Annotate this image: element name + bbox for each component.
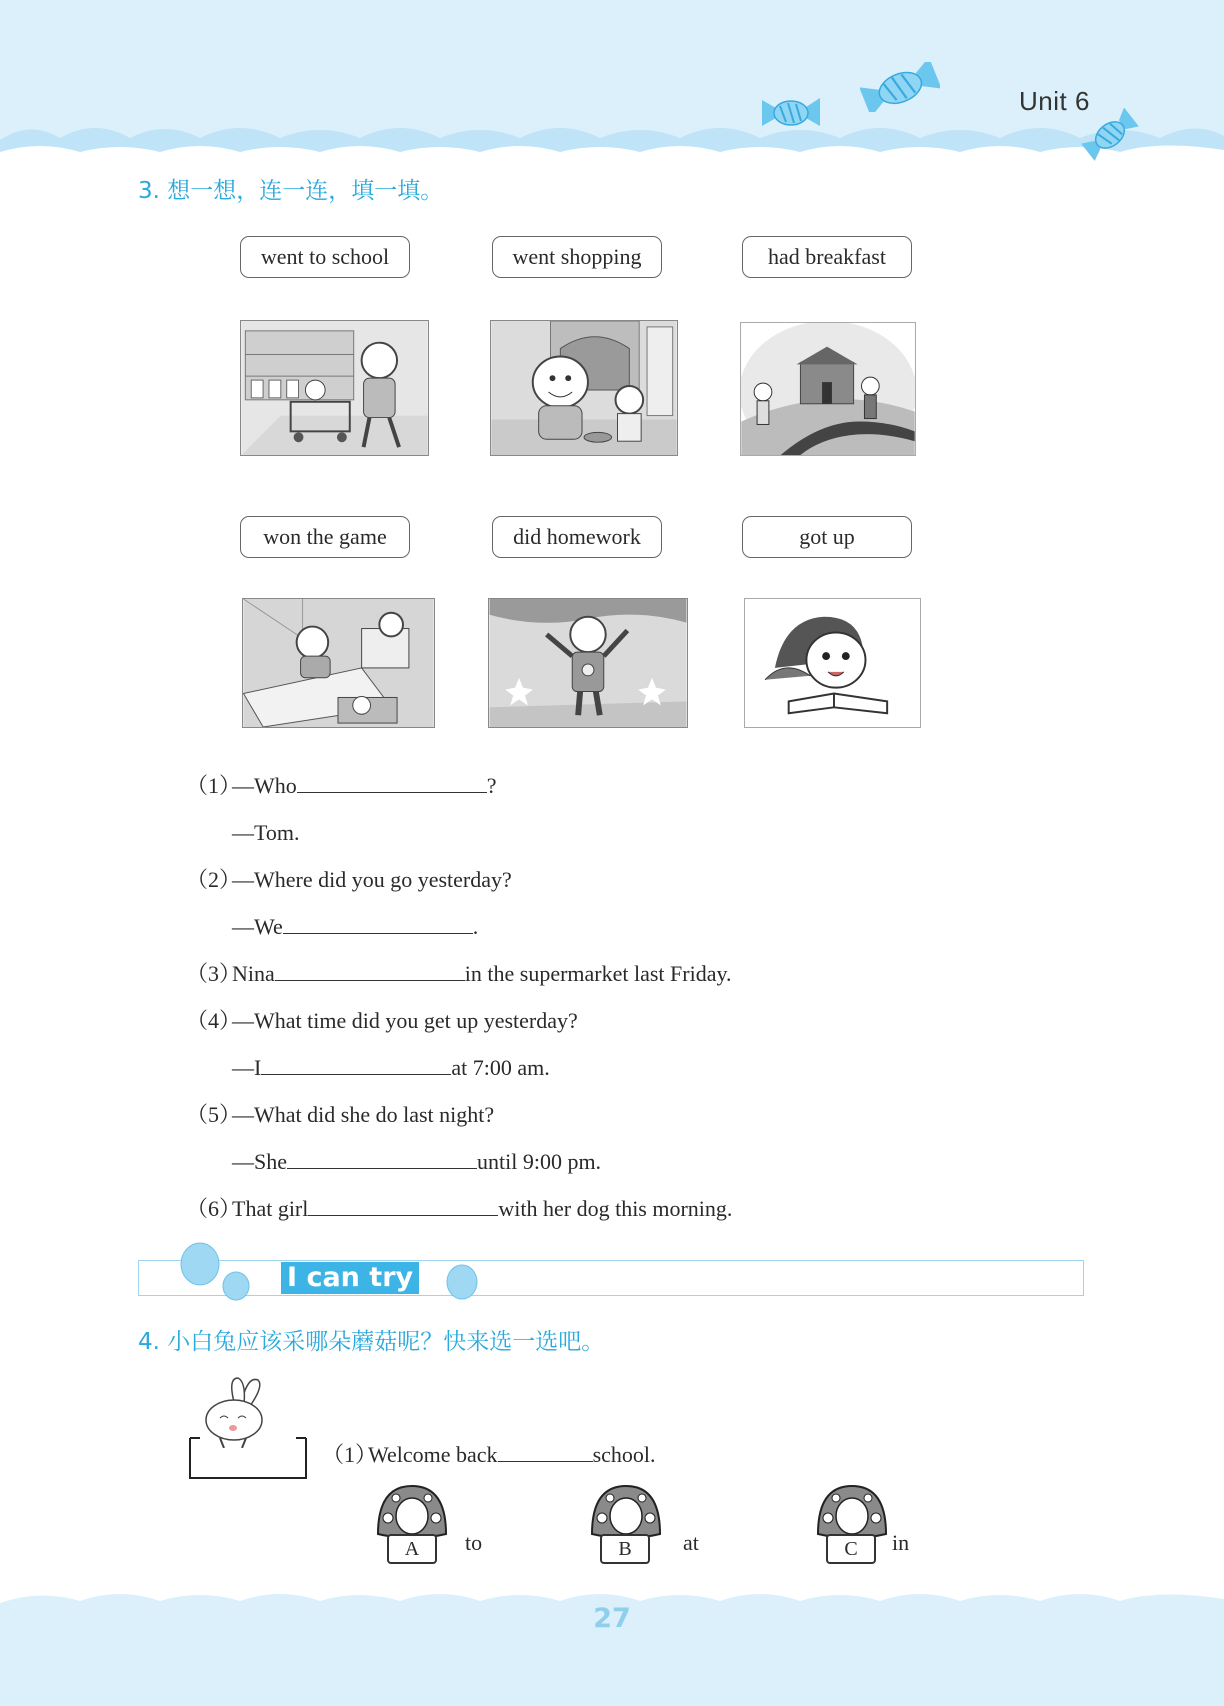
option-c-letter[interactable]: C (826, 1534, 876, 1564)
question-2-line-2 (232, 912, 478, 942)
question-text: —Where did you go yesterday? (232, 867, 512, 892)
option-a-letter[interactable]: A (387, 1534, 437, 1564)
question-text: Welcome back (368, 1442, 498, 1467)
header-wave-band (0, 0, 1224, 170)
answer-blank[interactable] (308, 1195, 498, 1216)
answer-blank[interactable] (287, 1148, 477, 1169)
picture-won-the-game (488, 598, 688, 728)
question-3-line-1 (186, 959, 732, 989)
question-2-line-1 (186, 865, 512, 895)
answer-text: —Tom. (232, 820, 300, 845)
page-number: 27 (593, 1603, 631, 1634)
balloon-icon (176, 1240, 256, 1302)
question-5-line-2 (232, 1147, 601, 1177)
question-5-line-1 (186, 1100, 494, 1130)
question-text: —What time did you get up yesterday? (232, 1008, 578, 1033)
option-b-letter[interactable]: B (600, 1534, 650, 1564)
option-c-word: in (892, 1530, 910, 1555)
question-6-line-1 (186, 1194, 732, 1224)
question-text: until 9:00 pm. (477, 1149, 602, 1174)
answer-blank[interactable] (261, 1054, 451, 1075)
question-text: That girl (232, 1196, 309, 1221)
phrase-box-won-the-game: won the game (240, 516, 410, 558)
phrase-box-got-up: got up (742, 516, 912, 558)
picture-breakfast (490, 320, 678, 456)
question-4-line-2 (232, 1053, 550, 1083)
question-number: （1） (186, 773, 242, 798)
question-text: —She (232, 1149, 287, 1174)
question-text: —Who (232, 773, 297, 798)
question-text: in the supermarket last Friday. (464, 961, 732, 986)
question-text: at 7:00 am. (451, 1055, 550, 1080)
phrase-box-went-shopping: went shopping (492, 236, 662, 278)
candy-icon (860, 62, 940, 112)
exercise-3-title: 3. 想一想，连一连，填一填。 (138, 178, 444, 204)
phrase-box-went-to-school: went to school (240, 236, 410, 278)
i-can-try-title: I can try (281, 1262, 419, 1294)
picture-supermarket-shopping (240, 320, 429, 456)
phrase-box-did-homework: did homework (492, 516, 662, 558)
question-text: with her dog this morning. (498, 1196, 733, 1221)
question-text: school. (592, 1442, 656, 1467)
option-b-word: at (683, 1530, 699, 1555)
exercise-4-question-1 (322, 1440, 656, 1470)
unit-label: Unit 6 (1019, 86, 1090, 116)
question-text: ? (486, 773, 497, 798)
section-banner (138, 1260, 1084, 1296)
picture-did-homework (744, 598, 921, 728)
question-1-line-1 (186, 771, 497, 801)
question-1-line-2 (232, 818, 300, 848)
basket-answer-box[interactable] (188, 1436, 308, 1480)
answer-blank[interactable] (297, 772, 487, 793)
question-text: —We (232, 914, 283, 939)
question-number: （4） (186, 1008, 242, 1033)
question-text: —I (232, 1055, 262, 1080)
question-4-line-1 (186, 1006, 578, 1036)
answer-blank[interactable] (498, 1441, 593, 1462)
picture-got-up (242, 598, 435, 728)
phrase-box-had-breakfast: had breakfast (742, 236, 912, 278)
question-number: （2） (186, 867, 242, 892)
question-number: （3） (186, 961, 242, 986)
question-number: （1） (322, 1442, 378, 1467)
question-text: Nina (232, 961, 275, 986)
answer-blank[interactable] (283, 913, 473, 934)
question-number: （6） (186, 1196, 242, 1221)
candy-icon (760, 92, 822, 132)
picture-went-to-school (740, 322, 916, 456)
exercise-4-title: 4. 小白兔应该采哪朵蘑菇呢？快来选一选吧。 (138, 1329, 605, 1355)
balloon-icon (444, 1262, 480, 1302)
question-text: . (472, 914, 479, 939)
question-number: （5） (186, 1102, 242, 1127)
option-a-word: to (465, 1530, 483, 1555)
question-text: —What did she do last night? (232, 1102, 495, 1127)
answer-blank[interactable] (275, 960, 465, 981)
